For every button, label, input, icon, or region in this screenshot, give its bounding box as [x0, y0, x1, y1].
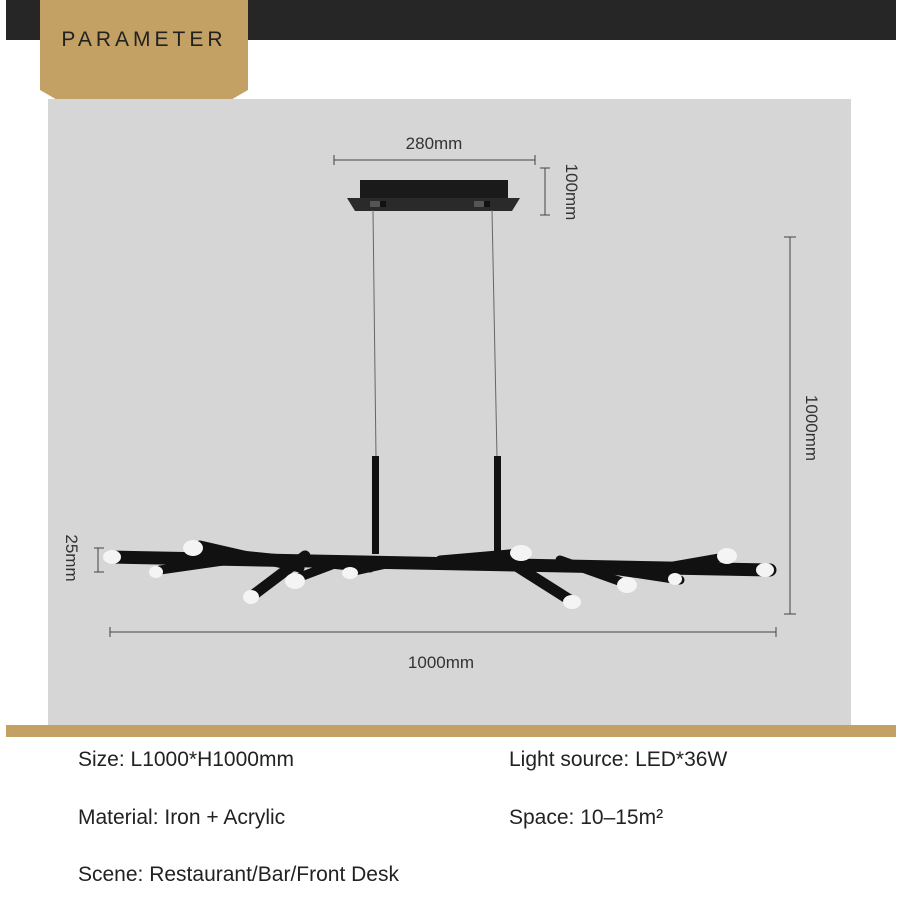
spec-material: Material: Iron + Acrylic: [78, 806, 286, 829]
total-length-label: 1000mm: [407, 653, 475, 672]
fixture-arms: [110, 545, 770, 600]
spec-light-source: Light source: LED*36W: [509, 748, 728, 771]
total-height-label: 1000mm: [802, 394, 821, 462]
canopy-width-label: 280mm: [405, 134, 463, 153]
parameter-badge-label: PARAMETER: [61, 28, 227, 51]
spec-size: Size: L1000*H1000mm: [78, 748, 294, 771]
canopy-height-label: 100mm: [562, 163, 581, 221]
spec-space: Space: 10–15m²: [509, 806, 664, 829]
spec-scene: Scene: Restaurant/Bar/Front Desk: [78, 863, 399, 886]
suspension-cables: [373, 210, 497, 457]
ceiling-canopy: [347, 180, 520, 211]
gold-divider: [6, 725, 896, 737]
suspension-rods: [372, 456, 501, 554]
arm-height-label: 25mm: [62, 534, 81, 582]
